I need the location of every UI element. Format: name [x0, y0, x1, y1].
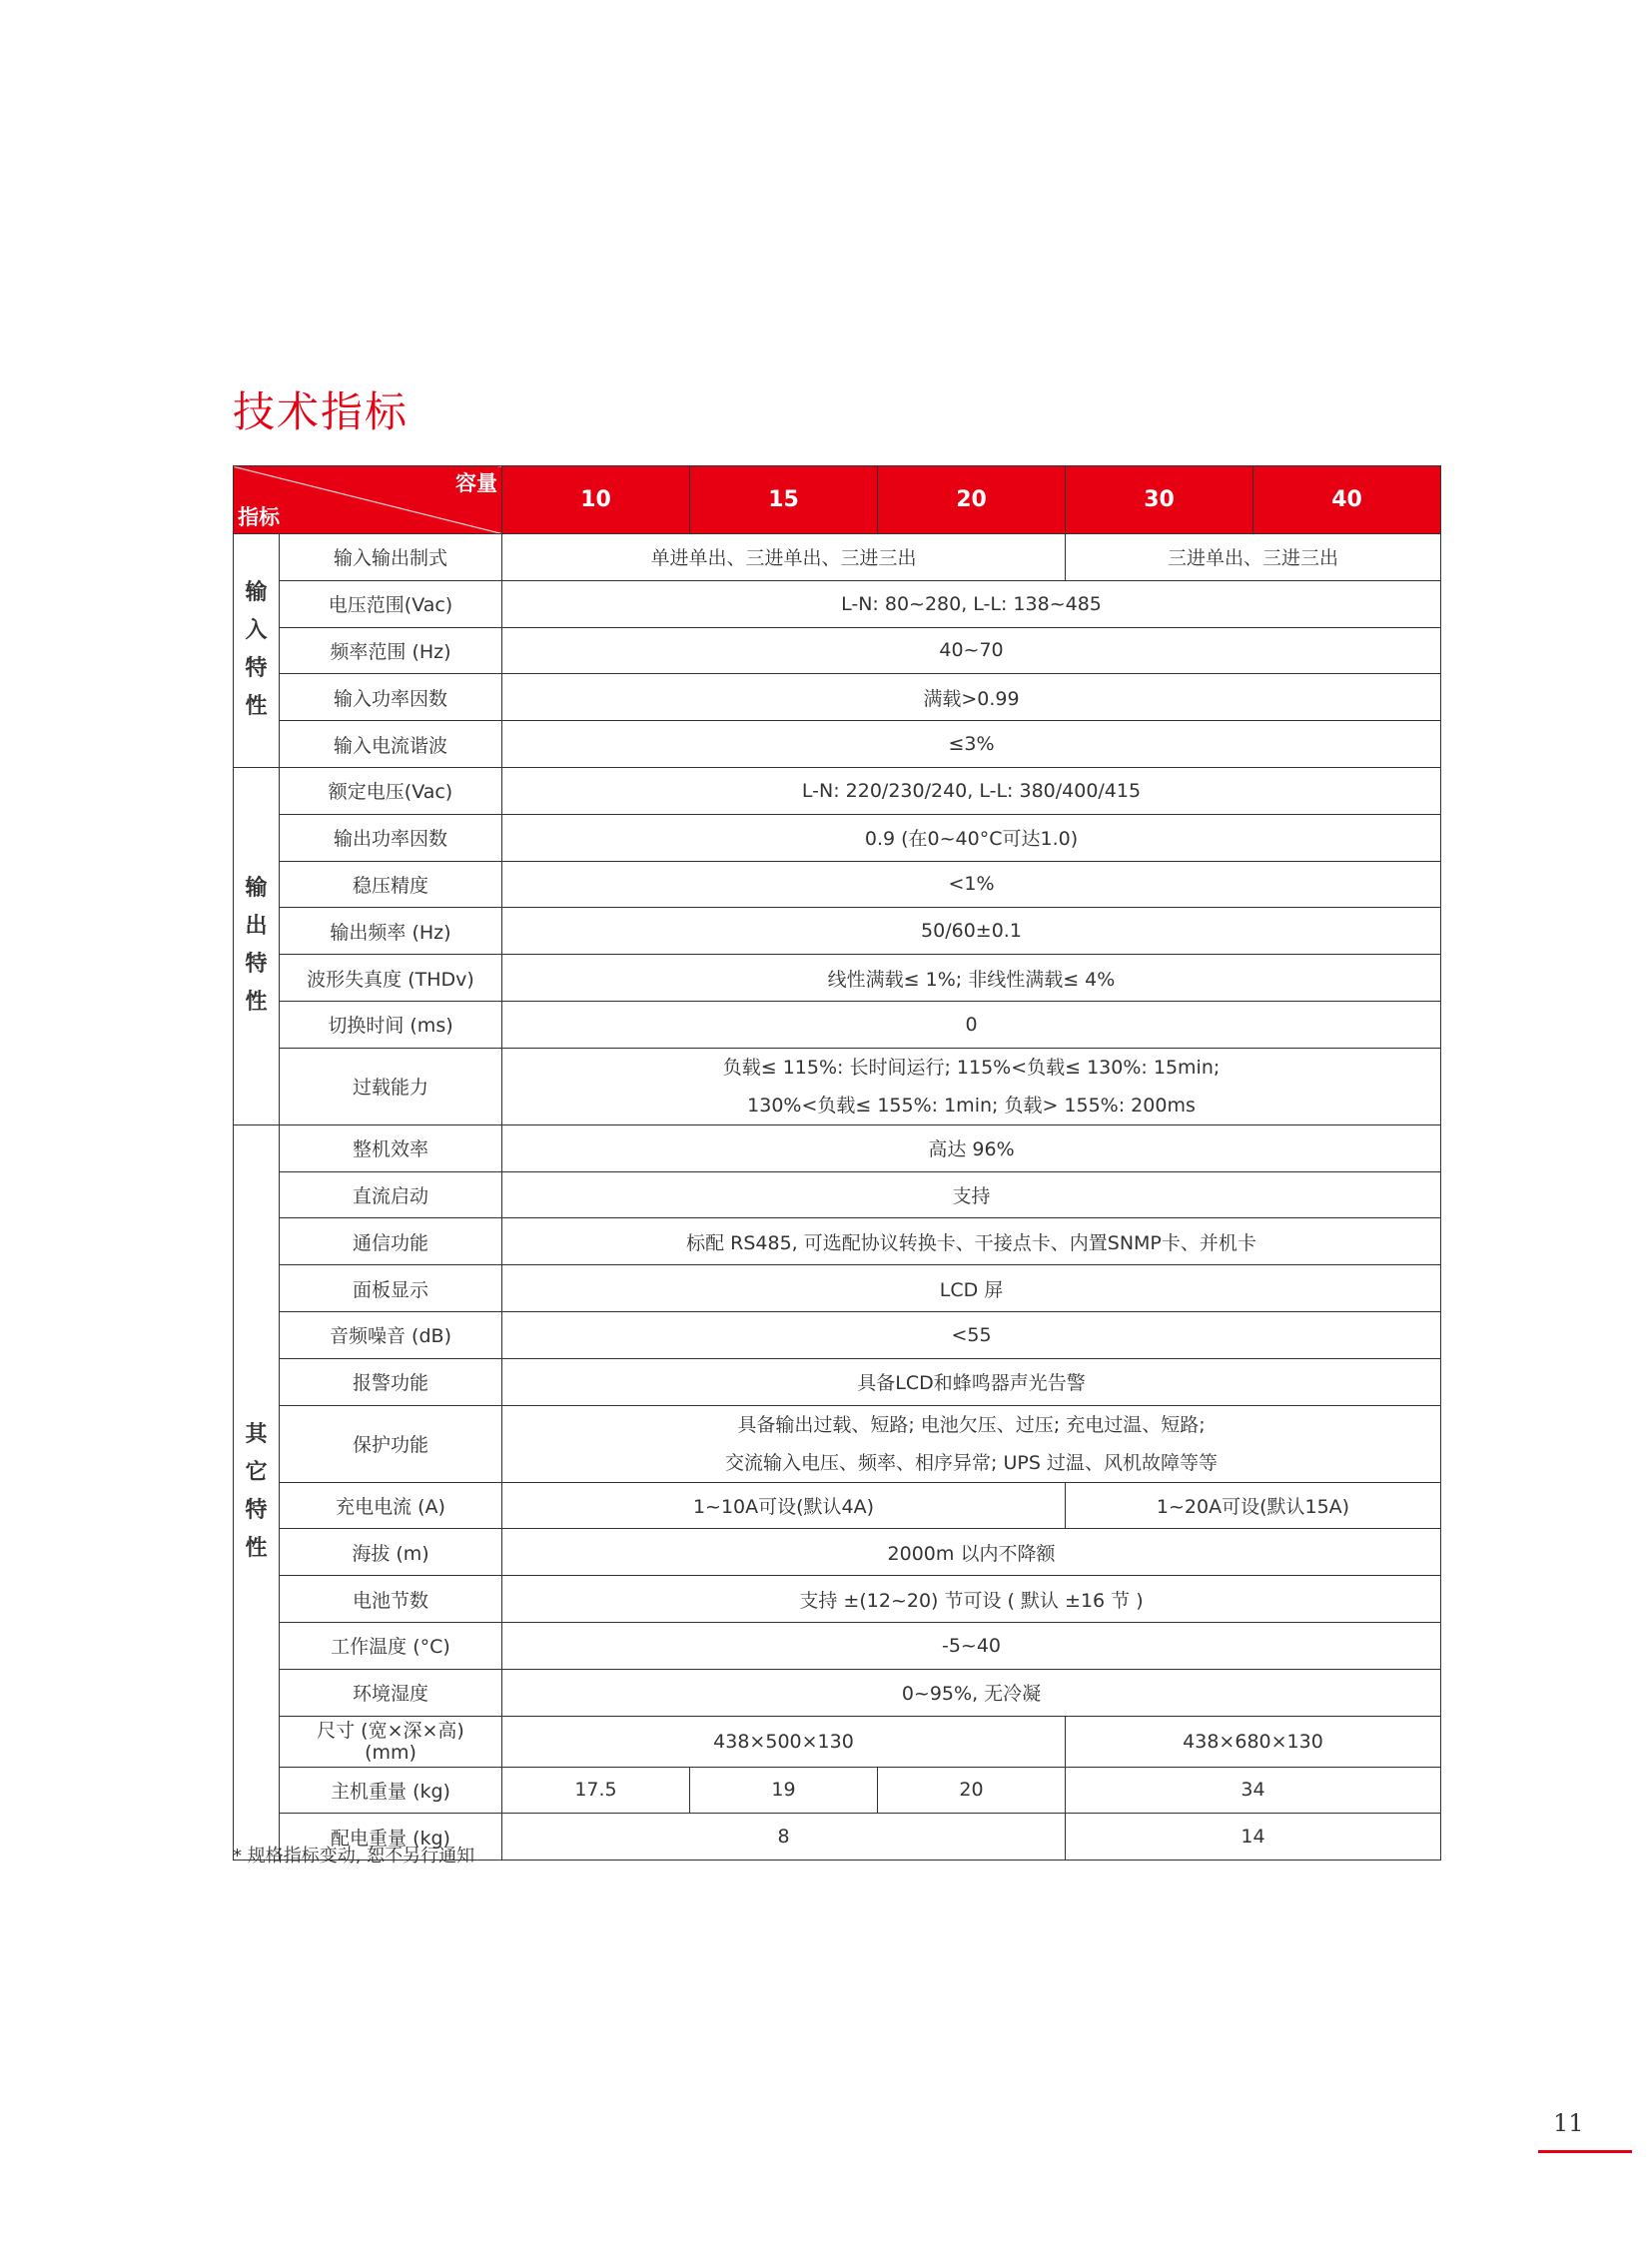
row-value: 438×680×130	[1066, 1716, 1441, 1767]
row-label: 报警功能	[280, 1358, 502, 1405]
protection-line-1: 具备输出过载、短路; 电池欠压、过压; 充电过温、短路;	[737, 1413, 1206, 1436]
row-value: 标配 RS485, 可选配协议转换卡、干接点卡、内置SNMP卡、并机卡	[502, 1218, 1441, 1265]
table-row	[234, 955, 1441, 1002]
row-label: 稳压精度	[280, 861, 502, 908]
table-row	[234, 1576, 1441, 1623]
row-value: 0~95%, 无冷凝	[502, 1669, 1441, 1716]
table-row	[234, 1001, 1441, 1048]
protection-line-2: 交流输入电压、频率、相序异常; UPS 过温、风机故障等等	[725, 1451, 1218, 1474]
table-row	[234, 1311, 1441, 1358]
capacity-40: 40	[1253, 466, 1441, 534]
header-diagonal-cell	[234, 466, 502, 534]
table-row	[234, 1716, 1441, 1767]
row-value: 三进单出、三进三出	[1066, 534, 1441, 581]
table-row	[234, 1124, 1441, 1171]
row-value: 0.9 (在0~40°C可达1.0)	[502, 814, 1441, 861]
table-row	[234, 1482, 1441, 1529]
row-label: 工作温度 (°C)	[280, 1622, 502, 1669]
table-row	[234, 1358, 1441, 1405]
table-row	[234, 1405, 1441, 1482]
row-value: 50/60±0.1	[502, 908, 1441, 955]
row-value: 34	[1066, 1767, 1441, 1814]
table-row	[234, 1218, 1441, 1265]
row-value: <1%	[502, 861, 1441, 908]
group-label-other: 其它特性	[234, 1124, 280, 1860]
row-value: 17.5	[502, 1767, 690, 1814]
row-value: 14	[1066, 1814, 1441, 1861]
table-row	[234, 908, 1441, 955]
row-label: 海拔 (m)	[280, 1529, 502, 1576]
footnote: * 规格指标变动, 恕不另行通知	[233, 1846, 475, 1867]
row-value: 20	[878, 1767, 1066, 1814]
table-row	[234, 1171, 1441, 1218]
row-value: 支持	[502, 1171, 1441, 1218]
table-header-row	[234, 466, 1441, 534]
row-label: 电压范围(Vac)	[280, 580, 502, 627]
capacity-15: 15	[690, 466, 878, 534]
row-label: 直流启动	[280, 1171, 502, 1218]
row-label: 音频噪音 (dB)	[280, 1311, 502, 1358]
row-label: 通信功能	[280, 1218, 502, 1265]
group-label-output: 输出特性	[234, 767, 280, 1124]
row-label: 面板显示	[280, 1265, 502, 1312]
row-value: 单进单出、三进单出、三进三出	[502, 534, 1066, 581]
row-value: <55	[502, 1311, 1441, 1358]
table-row	[234, 861, 1441, 908]
table-row	[234, 674, 1441, 721]
row-label	[280, 1716, 502, 1767]
row-value: 19	[690, 1767, 878, 1814]
capacity-30: 30	[1066, 466, 1253, 534]
row-value: 2000m 以内不降额	[502, 1529, 1441, 1576]
row-label: 电池节数	[280, 1576, 502, 1623]
table-row	[234, 1048, 1441, 1124]
capacity-20: 20	[878, 466, 1066, 534]
table-row	[234, 1669, 1441, 1716]
table-row	[234, 814, 1441, 861]
table-row	[234, 580, 1441, 627]
row-label: 输出功率因数	[280, 814, 502, 861]
spec-table	[233, 465, 1441, 1861]
row-label: 保护功能	[280, 1405, 502, 1482]
row-value: -5~40	[502, 1622, 1441, 1669]
row-label: 输入输出制式	[280, 534, 502, 581]
row-value: 0	[502, 1001, 1441, 1048]
row-value	[502, 1048, 1441, 1124]
row-value	[502, 1405, 1441, 1482]
row-value: 40~70	[502, 627, 1441, 674]
table-row	[234, 1265, 1441, 1312]
table-row	[234, 534, 1441, 581]
row-value: 具备LCD和蜂鸣器声光告警	[502, 1358, 1441, 1405]
row-value: LCD 屏	[502, 1265, 1441, 1312]
dimensions-label-line-1: 尺寸 (宽×深×高)	[317, 1719, 464, 1742]
table-row	[234, 1529, 1441, 1576]
row-label: 充电电流 (A)	[280, 1482, 502, 1529]
row-value: 1~20A可设(默认15A)	[1066, 1482, 1441, 1529]
page-number-rule	[1538, 2150, 1632, 2153]
row-label: 输入电流谐波	[280, 721, 502, 768]
dimensions-label-line-2: (mm)	[365, 1741, 416, 1764]
row-label: 输出频率 (Hz)	[280, 908, 502, 955]
row-value: 8	[502, 1814, 1066, 1861]
table-row	[234, 1622, 1441, 1669]
overload-line-2: 130%<负载≤ 155%: 1min; 负载> 155%: 200ms	[747, 1094, 1196, 1117]
indicator-header-label: 指标	[238, 505, 280, 529]
row-label: 整机效率	[280, 1124, 502, 1171]
row-label: 环境湿度	[280, 1669, 502, 1716]
row-label: 输入功率因数	[280, 674, 502, 721]
overload-line-1: 负载≤ 115%: 长时间运行; 115%<负载≤ 130%: 15min;	[722, 1056, 1221, 1079]
row-label: 过载能力	[280, 1048, 502, 1124]
row-value: 438×500×130	[502, 1716, 1066, 1767]
row-value: 满载>0.99	[502, 674, 1441, 721]
capacity-10: 10	[502, 466, 690, 534]
table-row	[234, 627, 1441, 674]
table-row	[234, 1767, 1441, 1814]
row-value: 线性满载≤ 1%; 非线性满载≤ 4%	[502, 955, 1441, 1002]
row-label: 频率范围 (Hz)	[280, 627, 502, 674]
page-number: 11	[1553, 2109, 1584, 2137]
row-value: L-N: 80~280, L-L: 138~485	[502, 580, 1441, 627]
page-title: 技术指标	[233, 387, 410, 436]
row-value: ≤3%	[502, 721, 1441, 768]
row-label: 配电重量 (kg)	[280, 1814, 502, 1861]
row-label: 主机重量 (kg)	[280, 1767, 502, 1814]
row-value: 支持 ±(12~20) 节可设 ( 默认 ±16 节 )	[502, 1576, 1441, 1623]
row-label: 波形失真度 (THDv)	[280, 955, 502, 1002]
row-label: 切换时间 (ms)	[280, 1001, 502, 1048]
row-value: 1~10A可设(默认4A)	[502, 1482, 1066, 1529]
table-row	[234, 721, 1441, 768]
group-label-input: 输入特性	[234, 534, 280, 768]
row-label: 额定电压(Vac)	[280, 767, 502, 814]
row-value: 高达 96%	[502, 1124, 1441, 1171]
row-value: L-N: 220/230/240, L-L: 380/400/415	[502, 767, 1441, 814]
table-row	[234, 767, 1441, 814]
capacity-header-label: 容量	[455, 471, 497, 495]
